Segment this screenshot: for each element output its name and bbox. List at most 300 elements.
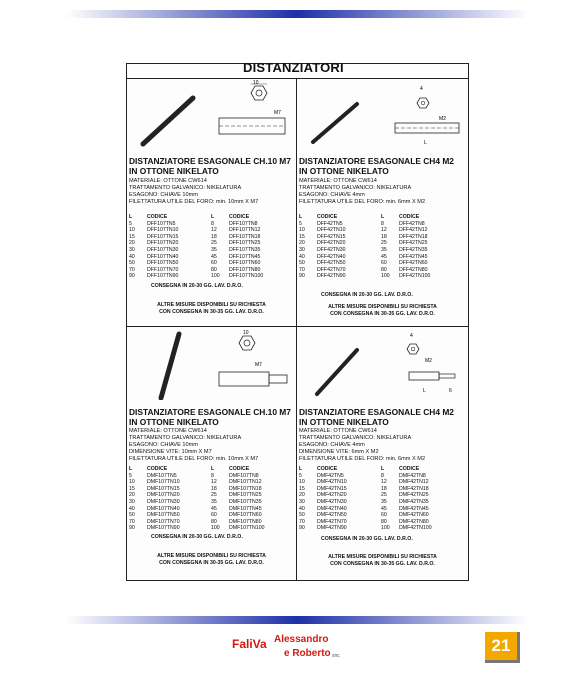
product-drawing — [299, 328, 466, 400]
cell-length: 50 — [299, 260, 305, 267]
hex-hole — [411, 347, 415, 351]
cell-length-2: 8 — [381, 472, 384, 479]
delivery-time: CONSEGNA IN 20-30 GG. LAV. D.R.O. — [151, 283, 243, 289]
cell-length: 5 — [129, 220, 132, 227]
cell-length: 70 — [299, 518, 305, 525]
product-card-ch10-m7-female — [129, 80, 294, 325]
cell-code: DMF107TN70 — [147, 518, 180, 525]
cell-code-2: DFF42TN8 — [399, 220, 425, 227]
cell-length-2: 12 — [211, 227, 217, 234]
hex-end-view — [407, 344, 419, 354]
spec-list — [299, 178, 425, 206]
spec-hex: ESAGONO: CHIAVE 4mm — [299, 192, 365, 198]
product-title — [299, 407, 454, 427]
product-drawing — [129, 328, 294, 400]
table-row — [129, 519, 294, 526]
cell-length: 40 — [129, 505, 135, 512]
header-code-2: CODICE — [229, 466, 250, 472]
cell-length: 40 — [299, 505, 305, 512]
bottom-bar-right-gradient — [297, 616, 528, 624]
table-row — [129, 254, 294, 261]
cell-code-2: DMF107TN25 — [229, 492, 262, 499]
cell-length-2: 60 — [211, 260, 217, 267]
cell-code: DMF107TN20 — [147, 492, 180, 499]
spec-screw: DIMENSIONE VITE: 10mm X M7 — [129, 449, 212, 455]
table-row — [129, 473, 294, 480]
product-card-ch4-m2-female — [299, 80, 466, 325]
cell-code-2: DFF42TN80 — [399, 266, 428, 273]
cell-code: DMF107TN10 — [147, 479, 180, 486]
spec-thread: FILETTATURA UTILE DEL FORO: min. 6mm X M2 — [299, 456, 426, 462]
page-title: DISTANZIATORI — [243, 60, 344, 75]
cell-code: DMF107TN50 — [147, 512, 180, 519]
table-body — [299, 473, 466, 532]
cell-length-2: 100 — [381, 525, 390, 532]
dim-label-10: 10 — [253, 80, 259, 86]
cell-length: 20 — [299, 492, 305, 499]
cell-code: DFF42TN10 — [317, 227, 346, 234]
spec-list — [299, 428, 425, 463]
cell-code: DMF107TN40 — [147, 505, 180, 512]
side-view-body — [219, 372, 269, 386]
table-row — [129, 486, 294, 493]
header-code: CODICE — [317, 466, 338, 472]
cell-length: 15 — [299, 233, 305, 240]
top-decorative-bar — [66, 10, 528, 18]
cell-length: 20 — [129, 240, 135, 247]
cell-length: 15 — [299, 485, 305, 492]
hex-hole — [421, 101, 425, 105]
cell-code: DMF42TN30 — [317, 498, 347, 505]
table-row — [299, 240, 466, 247]
header-code: CODICE — [317, 214, 338, 220]
cell-code: DFF42TN40 — [317, 253, 346, 260]
note-line-1: ALTRE MISURE DISPONIBILI SU RICHIESTA — [157, 302, 266, 308]
cell-code-2: DFF42TN25 — [399, 240, 428, 247]
cell-length: 20 — [129, 492, 135, 499]
cell-code-2: DMF107TN8 — [229, 472, 259, 479]
cell-code-2: DMF42TN60 — [399, 512, 429, 519]
title-line-2: IN OTTONE NIKELATO — [129, 166, 219, 176]
top-bar-right-gradient — [297, 10, 528, 18]
table-row — [129, 506, 294, 513]
cell-code: DFF107TN40 — [147, 253, 179, 260]
cell-length: 70 — [129, 266, 135, 273]
availability-note — [299, 304, 466, 318]
cell-length: 90 — [299, 273, 305, 280]
note-line-2: CON CONSEGNA IN 30-35 GG. LAV. D.R.O. — [330, 311, 435, 317]
cell-code-2: DFF107TN8 — [229, 220, 258, 227]
cell-length-2: 18 — [381, 233, 387, 240]
cell-length-2: 18 — [381, 485, 387, 492]
title-line-2: IN OTTONE NIKELATO — [299, 417, 389, 427]
cell-code: DFF107TN20 — [147, 240, 179, 247]
cell-code-2: DMF42TN18 — [399, 485, 429, 492]
title-line-1: DISTANZIATORE ESAGONALE CH.10 M7 — [129, 407, 291, 417]
header-length: L — [129, 214, 133, 220]
cell-code-2: DMF107TN45 — [229, 505, 262, 512]
dim-label-4: 4 — [420, 86, 423, 92]
cell-length: 30 — [299, 246, 305, 253]
cell-code-2: DMF107TN100 — [229, 525, 265, 532]
title-line-2: IN OTTONE NIKELATO — [299, 166, 389, 176]
table-header — [129, 466, 294, 473]
top-bar-left-gradient — [66, 10, 297, 18]
cell-length-2: 8 — [381, 220, 384, 227]
title-line-2: IN OTTONE NIKELATO — [129, 417, 219, 427]
cell-length: 5 — [299, 472, 302, 479]
cell-code-2: DFF42TN35 — [399, 246, 428, 253]
table-row — [299, 499, 466, 506]
header-length: L — [299, 214, 303, 220]
cell-code: DMF42TN20 — [317, 492, 347, 499]
cell-code-2: DFF42TN18 — [399, 233, 428, 240]
side-view-screw — [269, 375, 287, 383]
header-code: CODICE — [147, 466, 168, 472]
table-row — [129, 227, 294, 234]
cell-length-2: 8 — [211, 472, 214, 479]
product-drawing — [299, 80, 466, 152]
table-row — [129, 492, 294, 499]
hex-end-view — [417, 98, 429, 108]
cell-length: 5 — [299, 220, 302, 227]
cell-length: 30 — [129, 498, 135, 505]
cell-length-2: 35 — [211, 498, 217, 505]
cell-length: 40 — [299, 253, 305, 260]
cell-length: 10 — [129, 479, 135, 486]
table-row — [129, 260, 294, 267]
cell-code-2: DMF42TN25 — [399, 492, 429, 499]
cell-code: DMF42TN40 — [317, 505, 347, 512]
table-header — [299, 214, 466, 221]
cell-code: DFF42TN50 — [317, 260, 346, 267]
rod-illustration — [317, 350, 357, 394]
table-body — [299, 221, 466, 280]
spec-thread: FILETTATURA UTILE DEL FORO: min. 6mm X M2 — [299, 199, 426, 205]
cell-length: 5 — [129, 472, 132, 479]
table-row — [299, 254, 466, 261]
product-title — [129, 156, 291, 176]
center-divider — [296, 79, 297, 580]
cell-length: 70 — [129, 518, 135, 525]
hex-hole — [244, 340, 250, 346]
table-row — [299, 260, 466, 267]
cell-code: DMF42TN70 — [317, 518, 347, 525]
cell-length: 15 — [129, 233, 135, 240]
product-card-ch10-m7-male — [129, 328, 294, 578]
cell-code: DFF42TN90 — [317, 273, 346, 280]
cell-length-2: 100 — [211, 525, 220, 532]
cell-code: DFF107TN30 — [147, 246, 179, 253]
spec-treatment: TRATTAMENTO GALVANICO: NIKELATURA — [299, 185, 412, 191]
product-title — [129, 407, 291, 427]
table-row — [299, 234, 466, 241]
table-row — [299, 506, 466, 513]
cell-length-2: 60 — [211, 512, 217, 519]
header-length-2: L — [211, 214, 215, 220]
cell-length: 10 — [299, 227, 305, 234]
table-header — [299, 466, 466, 473]
cell-code: DFF42TN70 — [317, 266, 346, 273]
dim-label-m2: M2 — [439, 116, 446, 122]
cell-code: DMF42TN90 — [317, 525, 347, 532]
note-line-2: CON CONSEGNA IN 30-35 GG. LAV. D.R.O. — [159, 309, 264, 315]
delivery-time: CONSEGNA IN 20-30 GG. LAV. D.R.O. — [321, 536, 413, 542]
cell-length: 10 — [299, 479, 305, 486]
header-length-2: L — [381, 214, 385, 220]
cell-code-2: DFF42TN45 — [399, 253, 428, 260]
product-title — [299, 156, 454, 176]
spec-thread: FILETTATURA UTILE DEL FORO: min. 10mm X M7 — [129, 199, 259, 205]
header-length: L — [299, 466, 303, 472]
cell-length: 15 — [129, 485, 135, 492]
table-row — [299, 525, 466, 532]
header-code-2: CODICE — [399, 214, 420, 220]
rod-illustration — [143, 98, 193, 144]
cell-length: 50 — [129, 512, 135, 519]
product-card-ch4-m2-male — [299, 328, 466, 578]
cell-code: DMF107TN5 — [147, 472, 177, 479]
spec-material: MATERIALE: OTTONE CW614 — [299, 178, 377, 184]
cell-length: 50 — [129, 260, 135, 267]
cell-code-2: DMF42TN8 — [399, 472, 426, 479]
code-table — [129, 466, 294, 532]
rod-illustration — [161, 334, 179, 398]
table-row — [299, 267, 466, 274]
table-header — [129, 214, 294, 221]
title-line-1: DISTANZIATORE ESAGONALE CH4 M2 — [299, 156, 454, 166]
cell-length-2: 80 — [381, 266, 387, 273]
cell-code-2: DMF42TN35 — [399, 498, 429, 505]
note-line-1: ALTRE MISURE DISPONIBILI SU RICHIESTA — [328, 304, 437, 310]
spec-treatment: TRATTAMENTO GALVANICO: NIKELATURA — [129, 435, 242, 441]
cell-code: DFF107TN5 — [147, 220, 176, 227]
table-row — [129, 525, 294, 532]
spec-treatment: TRATTAMENTO GALVANICO: NIKELATURA — [299, 435, 412, 441]
cell-code-2: DFF107TN45 — [229, 253, 261, 260]
cell-length-2: 35 — [381, 246, 387, 253]
table-row — [299, 492, 466, 499]
header-length: L — [129, 466, 133, 472]
bottom-decorative-bar — [66, 616, 528, 624]
spec-thread: FILETTATURA UTILE DEL FORO: min. 10mm X M7 — [129, 456, 259, 462]
cell-code: DFF42TN20 — [317, 240, 346, 247]
table-row — [299, 479, 466, 486]
company-logo — [232, 631, 366, 667]
cell-length-2: 35 — [381, 498, 387, 505]
cell-length-2: 8 — [211, 220, 214, 227]
note-line-1: ALTRE MISURE DISPONIBILI SU RICHIESTA — [328, 554, 437, 560]
table-row — [299, 221, 466, 228]
logo-suffix: snc — [332, 653, 340, 659]
dim-label-10: 10 — [243, 330, 249, 336]
logo-name-1: Alessandro — [274, 634, 329, 645]
table-body — [129, 221, 294, 280]
spec-material: MATERIALE: OTTONE CW614 — [129, 428, 207, 434]
note-line-2: CON CONSEGNA IN 30-35 GG. LAV. D.R.O. — [159, 560, 264, 566]
cell-code-2: DMF107TN80 — [229, 518, 262, 525]
middle-divider — [127, 326, 468, 327]
table-row — [299, 512, 466, 519]
bottom-bar-left-gradient — [66, 616, 297, 624]
cell-length-2: 25 — [381, 492, 387, 499]
cell-code-2: DMF107TN60 — [229, 512, 262, 519]
cell-code-2: DMF42TN12 — [399, 479, 429, 486]
spec-material: MATERIALE: OTTONE CW614 — [299, 428, 377, 434]
cell-length-2: 12 — [381, 227, 387, 234]
cell-length-2: 35 — [211, 246, 217, 253]
cell-code: DFF107TN90 — [147, 273, 179, 280]
cell-length-2: 60 — [381, 260, 387, 267]
cell-length: 90 — [129, 273, 135, 280]
code-table — [299, 214, 466, 280]
side-view-body — [409, 372, 439, 380]
cell-length-2: 60 — [381, 512, 387, 519]
cell-code-2: DFF107TN18 — [229, 233, 261, 240]
availability-note — [129, 302, 294, 316]
cell-code: DMF42TN50 — [317, 512, 347, 519]
cell-code: DFF42TN5 — [317, 220, 343, 227]
cell-length: 90 — [299, 525, 305, 532]
cell-code-2: DFF107TN25 — [229, 240, 261, 247]
hex-end-view — [251, 86, 267, 100]
cell-code-2: DMF107TN18 — [229, 485, 262, 492]
page-number-badge: 21 — [485, 632, 520, 663]
cell-code: DMF42TN5 — [317, 472, 344, 479]
availability-note — [299, 554, 466, 568]
header-length-2: L — [381, 466, 385, 472]
table-row — [129, 234, 294, 241]
note-line-1: ALTRE MISURE DISPONIBILI SU RICHIESTA — [157, 553, 266, 559]
cell-code: DFF107TN10 — [147, 227, 179, 234]
cell-length-2: 25 — [211, 492, 217, 499]
cell-length: 90 — [129, 525, 135, 532]
cell-code-2: DMF107TN12 — [229, 479, 262, 486]
cell-length-2: 80 — [211, 266, 217, 273]
spec-treatment: TRATTAMENTO GALVANICO: NIKELATURA — [129, 185, 242, 191]
cell-code: DFF42TN15 — [317, 233, 346, 240]
cell-code-2: DMF42TN80 — [399, 518, 429, 525]
cell-code: DMF107TN30 — [147, 498, 180, 505]
dim-label-m7: M7 — [274, 110, 281, 116]
delivery-time: CONSEGNA IN 20-30 GG. LAV. D.R.O. — [151, 534, 243, 540]
availability-note — [129, 553, 294, 567]
table-row — [129, 499, 294, 506]
cell-length-2: 18 — [211, 233, 217, 240]
title-underline — [127, 78, 468, 79]
title-line-1: DISTANZIATORE ESAGONALE CH.10 M7 — [129, 156, 291, 166]
table-row — [299, 473, 466, 480]
spec-hex: ESAGONO: CHIAVE 10mm — [129, 442, 198, 448]
spec-hex: ESAGONO: CHIAVE 10mm — [129, 192, 198, 198]
cell-length: 50 — [299, 512, 305, 519]
cell-length-2: 80 — [381, 518, 387, 525]
delivery-time: CONSEGNA IN 20-30 GG. LAV. D.R.O. — [321, 292, 413, 298]
table-row — [299, 519, 466, 526]
hex-end-view — [239, 336, 255, 350]
cell-length: 40 — [129, 253, 135, 260]
side-view-screw — [439, 374, 455, 378]
spec-screw: DIMENSIONE VITE: 6mm X M2 — [299, 449, 379, 455]
cell-code-2: DMF42TN100 — [399, 525, 432, 532]
code-table — [129, 214, 294, 280]
cell-length-2: 18 — [211, 485, 217, 492]
cell-length: 30 — [299, 498, 305, 505]
cell-code-2: DMF107TN35 — [229, 498, 262, 505]
table-row — [299, 486, 466, 493]
table-body — [129, 473, 294, 532]
cell-code-2: DFF42TN12 — [399, 227, 428, 234]
cell-code: DMF42TN10 — [317, 479, 347, 486]
dim-label-l: L — [424, 140, 427, 146]
title-line-1: DISTANZIATORE ESAGONALE CH4 M2 — [299, 407, 454, 417]
cell-code-2: DFF107TN35 — [229, 246, 261, 253]
cell-code-2: DFF107TN100 — [229, 273, 264, 280]
dim-label-m2: M2 — [425, 358, 432, 364]
cell-code-2: DFF42TN60 — [399, 260, 428, 267]
cell-length: 10 — [129, 227, 135, 234]
cell-code: DFF107TN70 — [147, 266, 179, 273]
cell-code-2: DFF42TN100 — [399, 273, 431, 280]
cell-code-2: DFF107TN80 — [229, 266, 261, 273]
table-row — [129, 479, 294, 486]
dim-label-6: 6 — [449, 388, 452, 394]
cell-code: DFF42TN30 — [317, 246, 346, 253]
logo-name-2: e Roberto — [284, 648, 331, 659]
table-row — [129, 273, 294, 280]
cell-code: DMF42TN15 — [317, 485, 347, 492]
table-row — [299, 247, 466, 254]
hex-hole — [256, 90, 262, 96]
cell-length-2: 45 — [381, 505, 387, 512]
table-row — [129, 267, 294, 274]
cell-code-2: DMF42TN45 — [399, 505, 429, 512]
cell-code: DMF107TN15 — [147, 485, 180, 492]
cell-length-2: 25 — [381, 240, 387, 247]
cell-length-2: 45 — [381, 253, 387, 260]
table-row — [299, 227, 466, 234]
table-row — [129, 512, 294, 519]
cell-code: DFF107TN15 — [147, 233, 179, 240]
cell-code: DMF107TN90 — [147, 525, 180, 532]
spec-list — [129, 178, 258, 206]
cell-length: 20 — [299, 240, 305, 247]
code-table — [299, 466, 466, 532]
cell-length-2: 80 — [211, 518, 217, 525]
note-line-2: CON CONSEGNA IN 30-35 GG. LAV. D.R.O. — [330, 561, 435, 567]
header-code: CODICE — [147, 214, 168, 220]
product-drawing — [129, 80, 294, 152]
cell-length-2: 45 — [211, 253, 217, 260]
cell-length-2: 100 — [381, 273, 390, 280]
cell-code-2: DFF107TN12 — [229, 227, 261, 234]
dim-label-4: 4 — [410, 333, 413, 339]
cell-code-2: DFF107TN60 — [229, 260, 261, 267]
rod-illustration — [313, 104, 357, 142]
table-row — [129, 221, 294, 228]
table-row — [129, 240, 294, 247]
cell-length-2: 12 — [381, 479, 387, 486]
dim-label-l: L — [423, 388, 426, 394]
cell-length-2: 12 — [211, 479, 217, 486]
header-code-2: CODICE — [399, 466, 420, 472]
spec-hex: ESAGONO: CHIAVE 4mm — [299, 442, 365, 448]
spec-material: MATERIALE: OTTONE CW614 — [129, 178, 207, 184]
cell-length-2: 45 — [211, 505, 217, 512]
logo-brand: FaliVa — [232, 637, 267, 651]
table-row — [129, 247, 294, 254]
table-row — [299, 273, 466, 280]
